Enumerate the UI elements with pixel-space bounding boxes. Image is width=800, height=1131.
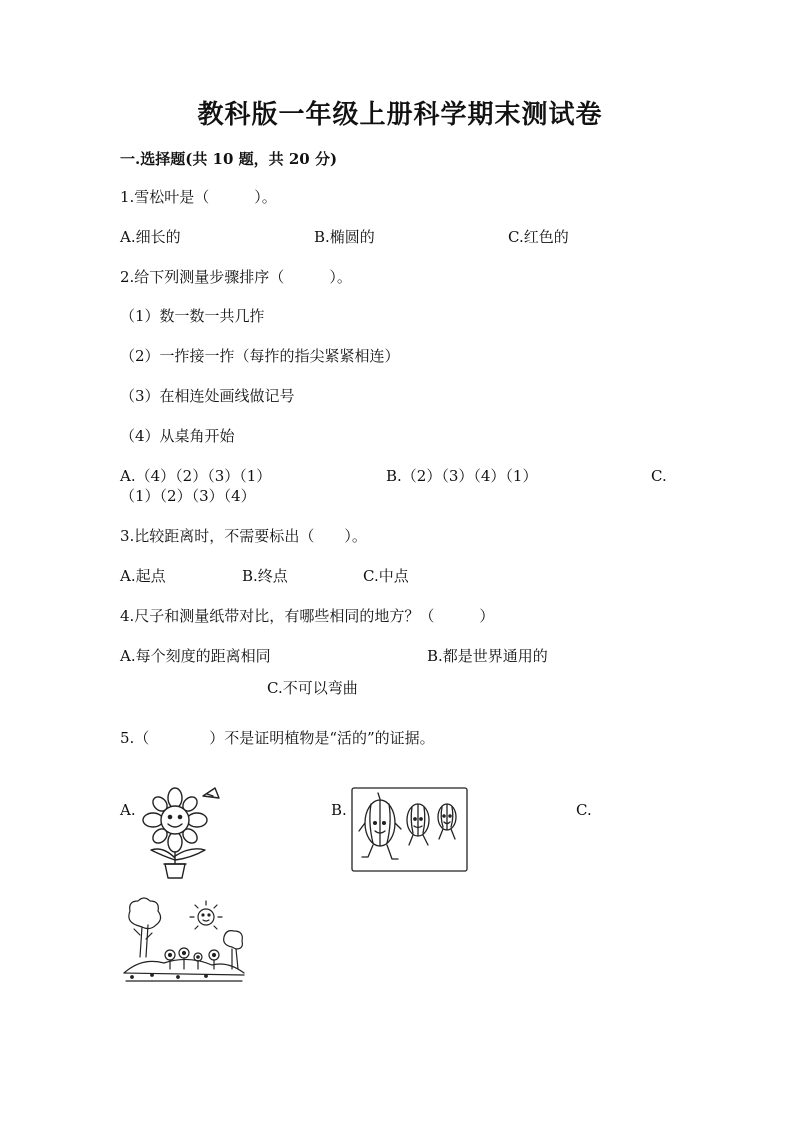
q1-option-c: C.红色的 (508, 228, 569, 246)
question-3-stem: 3.比较距离时，不需要标出（ ）。 (120, 527, 367, 545)
q2-step-4: （4）从桌角开始 (120, 427, 235, 445)
q2-step-1: （1）数一数一共几拃 (120, 307, 265, 325)
q2-option-b: B.（2）（3）（4）（1） (386, 467, 538, 485)
q5-option-c: C. (576, 801, 592, 819)
q3-option-b: B.终点 (242, 567, 288, 585)
q4-option-a: A.每个刻度的距离相同 (120, 647, 271, 665)
q2-step-2: （2）一拃接一拃（每拃的指尖紧紧相连） (120, 347, 400, 365)
q5-option-a: A. (120, 801, 136, 819)
q2-option-c-text: （1）（2）（3）（4） (120, 487, 256, 505)
q5-option-b: B. (331, 801, 347, 819)
q2-option-c-label: C. (651, 467, 667, 485)
question-2-stem: 2.给下列测量步骤排序（ ）。 (120, 268, 352, 286)
flower-pot-image (133, 784, 225, 880)
q2-option-a: A.（4）（2）（3）（1） (120, 467, 272, 485)
q4-option-c: C.不可以弯曲 (267, 679, 358, 697)
question-4-stem: 4.尺子和测量纸带对比，有哪些相同的地方？（ ） (120, 607, 495, 625)
q3-option-c: C.中点 (363, 567, 409, 585)
q1-option-a: A.细长的 (120, 228, 181, 246)
question-1-stem: 1.雪松叶是（ ）。 (120, 188, 277, 206)
q2-step-3: （3）在相连处画线做记号 (120, 387, 295, 405)
q1-option-b: B.椭圆的 (314, 228, 375, 246)
q4-option-b: B.都是世界通用的 (427, 647, 548, 665)
watermelon-characters-image (351, 787, 468, 872)
section-heading: 一.选择题(共 10 题，共 20 分) (120, 150, 338, 168)
q3-option-a: A.起点 (120, 567, 166, 585)
page-title: 教科版一年级上册科学期末测试卷 (197, 100, 603, 130)
landscape-scene-image (122, 895, 246, 985)
question-5-stem: 5.（ ）不是证明植物是“活的”的证据。 (120, 729, 435, 747)
